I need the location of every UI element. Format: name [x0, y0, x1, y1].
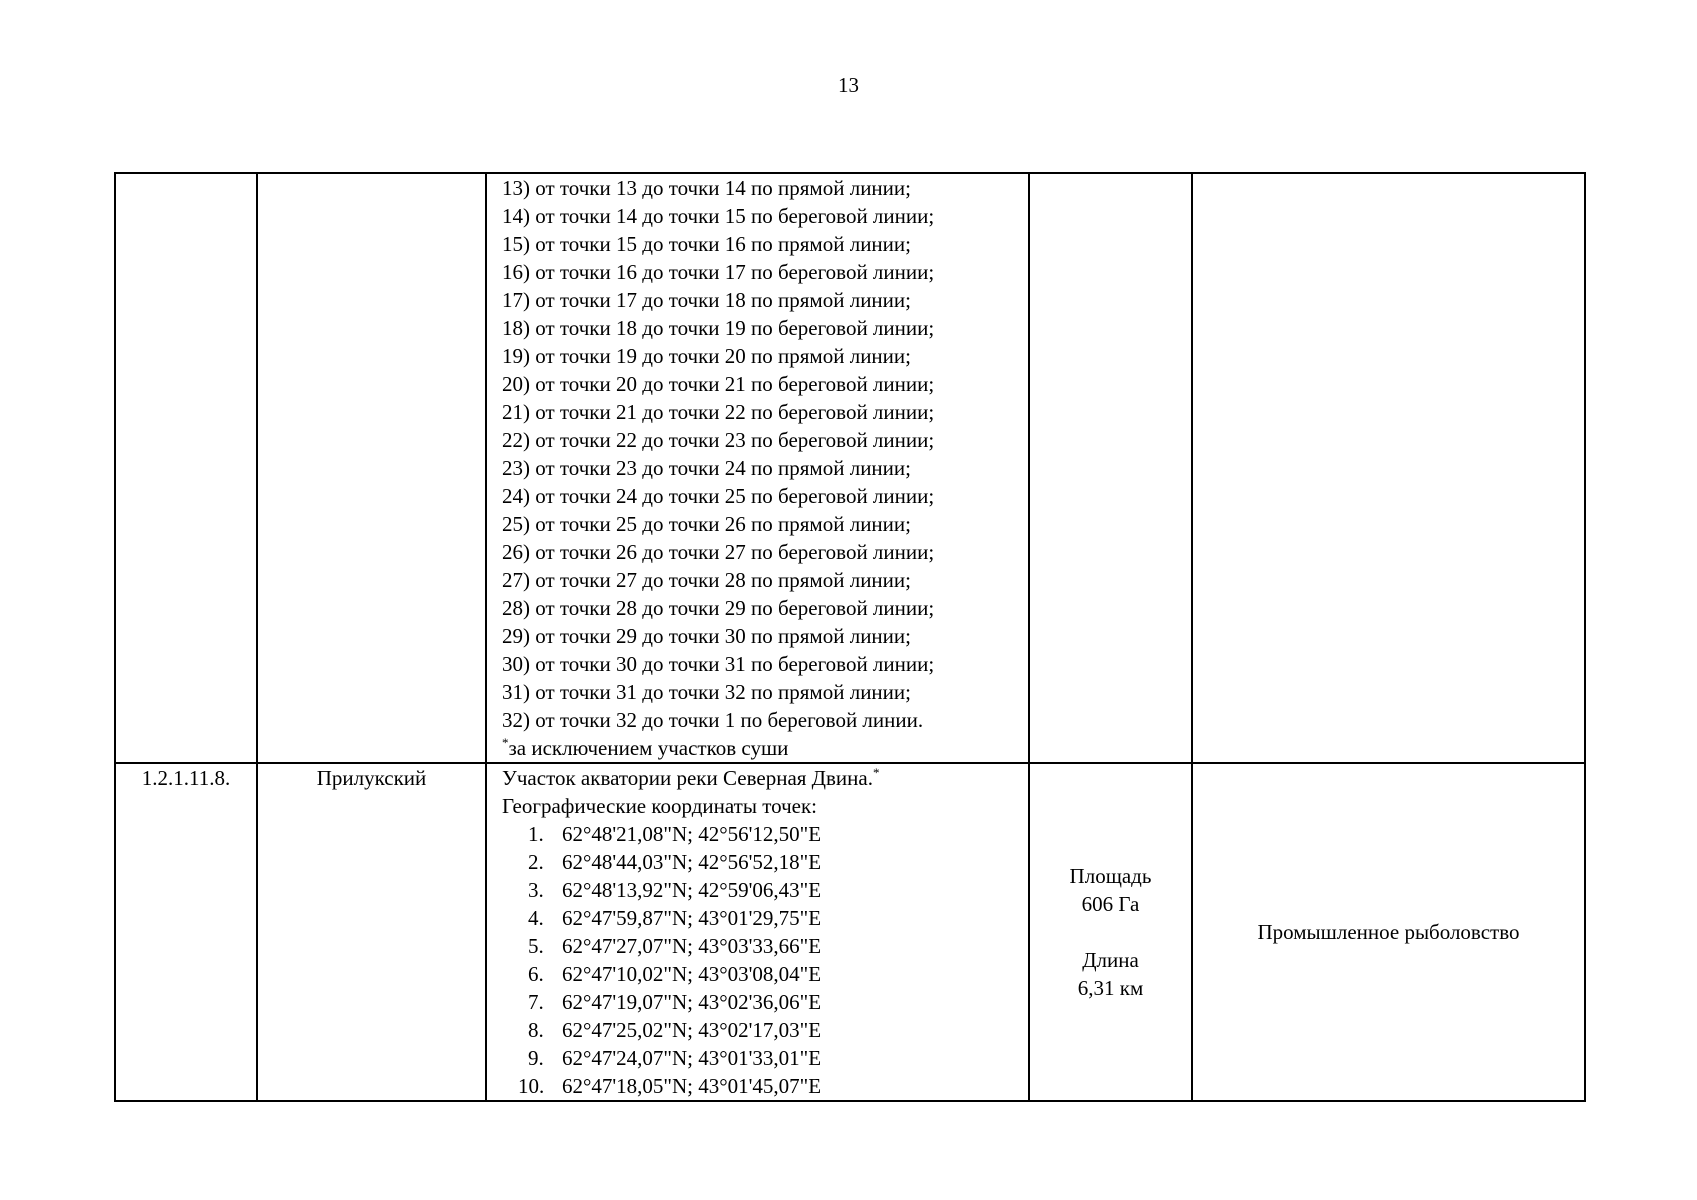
- boundary-line: 22) от точки 22 до точки 23 по береговой линии;: [502, 428, 935, 452]
- coord-value: 62°47'24,07"N; 43°01'33,01"E: [562, 1046, 822, 1070]
- boundary-line: 15) от точки 15 до точки 16 по прямой линии;: [502, 232, 911, 256]
- coord-value: 62°48'21,08"N; 42°56'12,50"E: [562, 822, 822, 846]
- boundary-line: 25) от точки 25 до точки 26 по прямой линии;: [502, 512, 911, 536]
- boundary-line: 21) от точки 21 до точки 22 по береговой линии;: [502, 400, 935, 424]
- footnote-text: за исключением участков суши: [508, 736, 789, 760]
- boundary-line: 32) от точки 32 до точки 1 по береговой линии.: [502, 708, 924, 732]
- boundary-line: 19) от точки 19 до точки 20 по прямой линии;: [502, 344, 911, 368]
- coordinates-list: [502, 820, 1028, 1100]
- list-item: [502, 876, 1028, 904]
- area-name-cell: [257, 173, 486, 763]
- row-number-cell: [115, 173, 257, 763]
- list-item: [502, 932, 1028, 960]
- coord-index: 1.: [528, 822, 544, 846]
- usage-cell: [1192, 173, 1585, 763]
- boundary-line: 17) от точки 17 до точки 18 по прямой линии;: [502, 288, 911, 312]
- boundary-description-cell: [486, 763, 1029, 1101]
- boundary-line: 23) от точки 23 до точки 24 по прямой линии;: [502, 456, 911, 480]
- coord-value: 62°47'59,87"N; 43°01'29,75"E: [562, 906, 822, 930]
- boundary-line: 27) от точки 27 до точки 28 по прямой линии;: [502, 568, 911, 592]
- coord-index: 8.: [528, 1018, 544, 1042]
- list-item: [502, 1044, 1028, 1072]
- boundary-line: 20) от точки 20 до точки 21 по береговой линии;: [502, 372, 935, 396]
- footnote: [502, 734, 1028, 762]
- boundary-line: 31) от точки 31 до точки 32 по прямой линии;: [502, 680, 911, 704]
- list-item: [502, 904, 1028, 932]
- boundary-line: 29) от точки 29 до точки 30 по прямой линии;: [502, 624, 911, 648]
- area-name-cell: Прилукский: [257, 763, 486, 1101]
- list-item: [502, 820, 1028, 848]
- coord-value: 62°47'27,07"N; 43°03'33,66"E: [562, 934, 822, 958]
- size-block: [1030, 862, 1191, 1002]
- list-item: [502, 988, 1028, 1016]
- list-item: [502, 1072, 1028, 1100]
- coord-index: 9.: [528, 1046, 544, 1070]
- coord-index: 2.: [528, 850, 544, 874]
- fishing-areas-table: [114, 172, 1586, 1102]
- coord-index: 10.: [518, 1074, 545, 1098]
- row-number-cell: 1.2.1.11.8.: [115, 763, 257, 1101]
- area-value: 606 Га: [1081, 892, 1140, 916]
- coord-index: 3.: [528, 878, 544, 902]
- area-title: [502, 764, 1028, 792]
- table-row: [115, 173, 1585, 763]
- length-label: Длина: [1082, 948, 1139, 972]
- coord-value: 62°48'13,92"N; 42°59'06,43"E: [562, 878, 822, 902]
- boundary-line: 13) от точки 13 до точки 14 по прямой линии;: [502, 176, 911, 200]
- coord-index: 4.: [528, 906, 544, 930]
- footnote-mark: *: [502, 735, 509, 750]
- coord-value: 62°47'25,02"N; 43°02'17,03"E: [562, 1018, 822, 1042]
- boundary-line: 18) от точки 18 до точки 19 по береговой линии;: [502, 316, 935, 340]
- boundary-line: 28) от точки 28 до точки 29 по береговой линии;: [502, 596, 935, 620]
- boundary-line: 14) от точки 14 до точки 15 по береговой линии;: [502, 204, 935, 228]
- coord-index: 6.: [528, 962, 544, 986]
- boundary-line: 30) от точки 30 до точки 31 по береговой линии;: [502, 652, 935, 676]
- list-item: [502, 960, 1028, 988]
- coords-heading: Географические координаты точек:: [502, 794, 817, 818]
- coord-index: 7.: [528, 990, 544, 1014]
- area-title-text: Участок акватории реки Северная Двина.: [502, 766, 873, 790]
- list-item: [502, 848, 1028, 876]
- boundary-description-cell: [486, 173, 1029, 763]
- page-number: 13: [838, 73, 859, 97]
- size-cell: [1029, 173, 1192, 763]
- footnote-mark: *: [872, 765, 880, 780]
- area-label: Площадь: [1069, 864, 1152, 888]
- coord-value: 62°48'44,03"N; 42°56'52,18"E: [562, 850, 822, 874]
- coord-value: 62°47'10,02"N; 43°03'08,04"E: [562, 962, 822, 986]
- coord-value: 62°47'18,05"N; 43°01'45,07"E: [562, 1074, 822, 1098]
- size-cell: [1029, 763, 1192, 1101]
- boundary-line: 16) от точки 16 до точки 17 по береговой линии;: [502, 260, 935, 284]
- usage-cell: Промышленное рыболовство: [1192, 763, 1585, 1101]
- list-item: [502, 1016, 1028, 1044]
- coord-value: 62°47'19,07"N; 43°02'36,06"E: [562, 990, 822, 1014]
- coord-index: 5.: [528, 934, 544, 958]
- table-row: [115, 763, 1585, 1101]
- length-value: 6,31 км: [1077, 976, 1144, 1000]
- boundary-line: 26) от точки 26 до точки 27 по береговой линии;: [502, 540, 935, 564]
- boundary-line: 24) от точки 24 до точки 25 по береговой линии;: [502, 484, 935, 508]
